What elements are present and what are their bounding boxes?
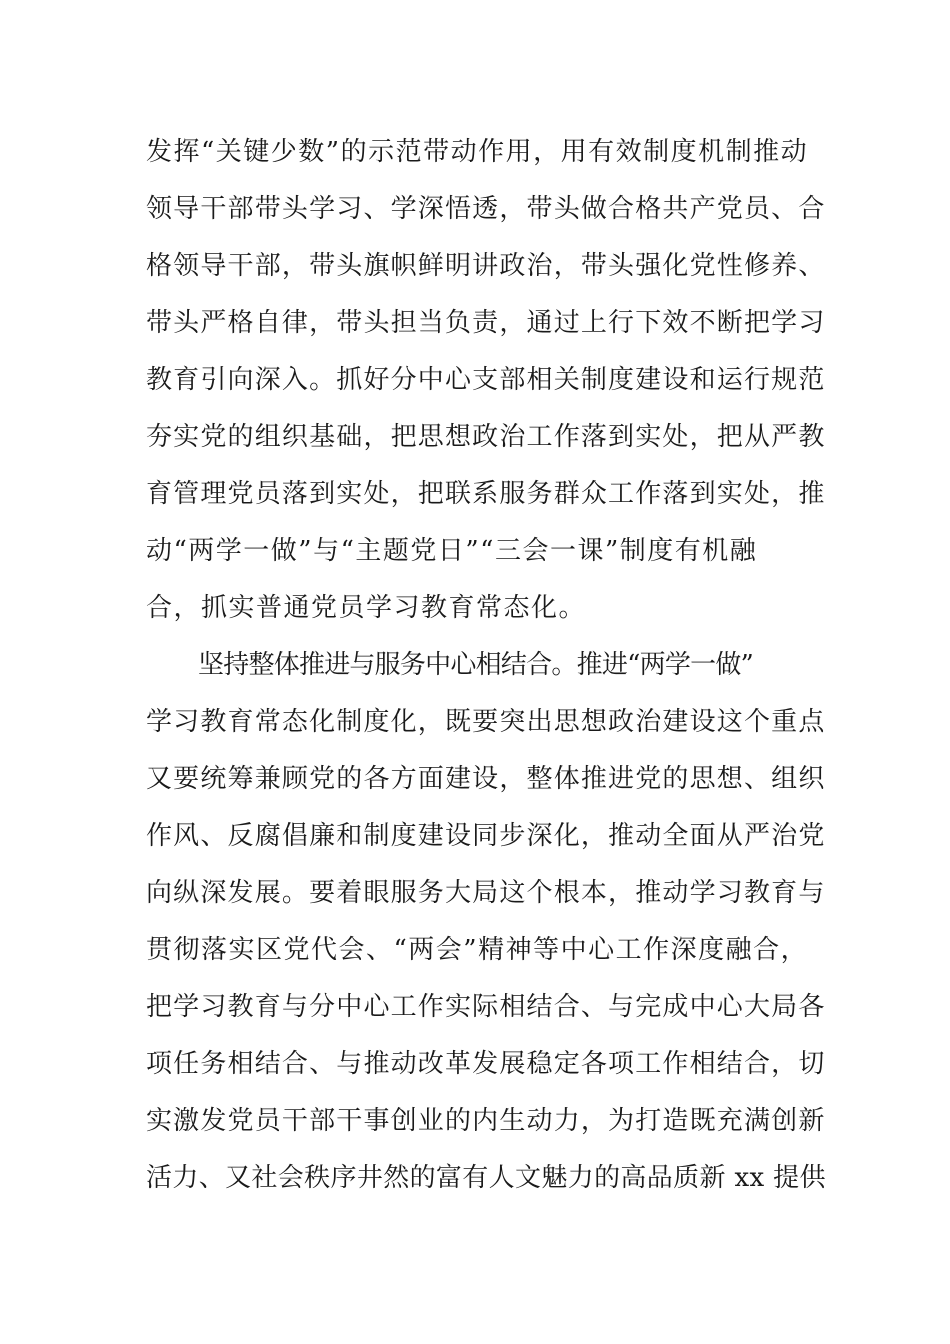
paragraph-1-line-3: 格领导干部，带头旗帜鲜明讲政治，带头强化党性修养、 [146, 251, 826, 281]
paragraph-1-line-7: 育管理党员落到实处，把联系服务群众工作落到实处，推 [146, 479, 826, 509]
paragraph-2-line-9: 实激发党员干部干事创业的内生动力，为打造既充满创新 [146, 1106, 826, 1136]
paragraph-1-line-8: 动“两学一做”与“主题党日”“三会一课”制度有机融 [146, 536, 758, 566]
paragraph-2-line-4: 作风、反腐倡廉和制度建设同步深化，推动全面从严治党 [146, 821, 826, 851]
paragraph-1-line-9: 合，抓实普通党员学习教育常态化。 [146, 593, 587, 623]
paragraph-2-line-5: 向纵深发展。要着眼服务大局这个根本，推动学习教育与 [146, 878, 826, 908]
paragraph-2-line-10: 活力、又社会秩序井然的富有人文魅力的高品质新 xx 提供 [146, 1163, 826, 1193]
paragraph-2-line-1: 坚持整体推进与服务中心相结合。推进“两学一做” [198, 650, 754, 680]
paragraph-1-line-4: 带头严格自律，带头担当负责，通过上行下效不断把学习 [146, 308, 826, 338]
paragraph-1-line-2: 领导干部带头学习、学深悟透，带头做合格共产党员、合 [146, 194, 826, 224]
paragraph-2-line-6: 贯彻落实区党代会、“两会”精神等中心工作深度融合， [146, 935, 809, 965]
paragraph-2-line-2: 学习教育常态化制度化，既要突出思想政治建设这个重点 [146, 707, 826, 737]
paragraph-2-line-8: 项任务相结合、与推动改革发展稳定各项工作相结合，切 [146, 1049, 826, 1079]
paragraph-2-line-3: 又要统筹兼顾党的各方面建设，整体推进党的思想、组织 [146, 764, 826, 794]
paragraph-1-line-5: 教育引向深入。抓好分中心支部相关制度建设和运行规范 [146, 365, 826, 395]
paragraph-1-line-1: 发挥“关键少数”的示范带动作用，用有效制度机制推动 [146, 137, 809, 167]
paragraph-2-line-7: 把学习教育与分中心工作实际相结合、与完成中心大局各 [146, 992, 826, 1022]
paragraph-1-line-6: 夯实党的组织基础，把思想政治工作落到实处，把从严教 [146, 422, 826, 452]
